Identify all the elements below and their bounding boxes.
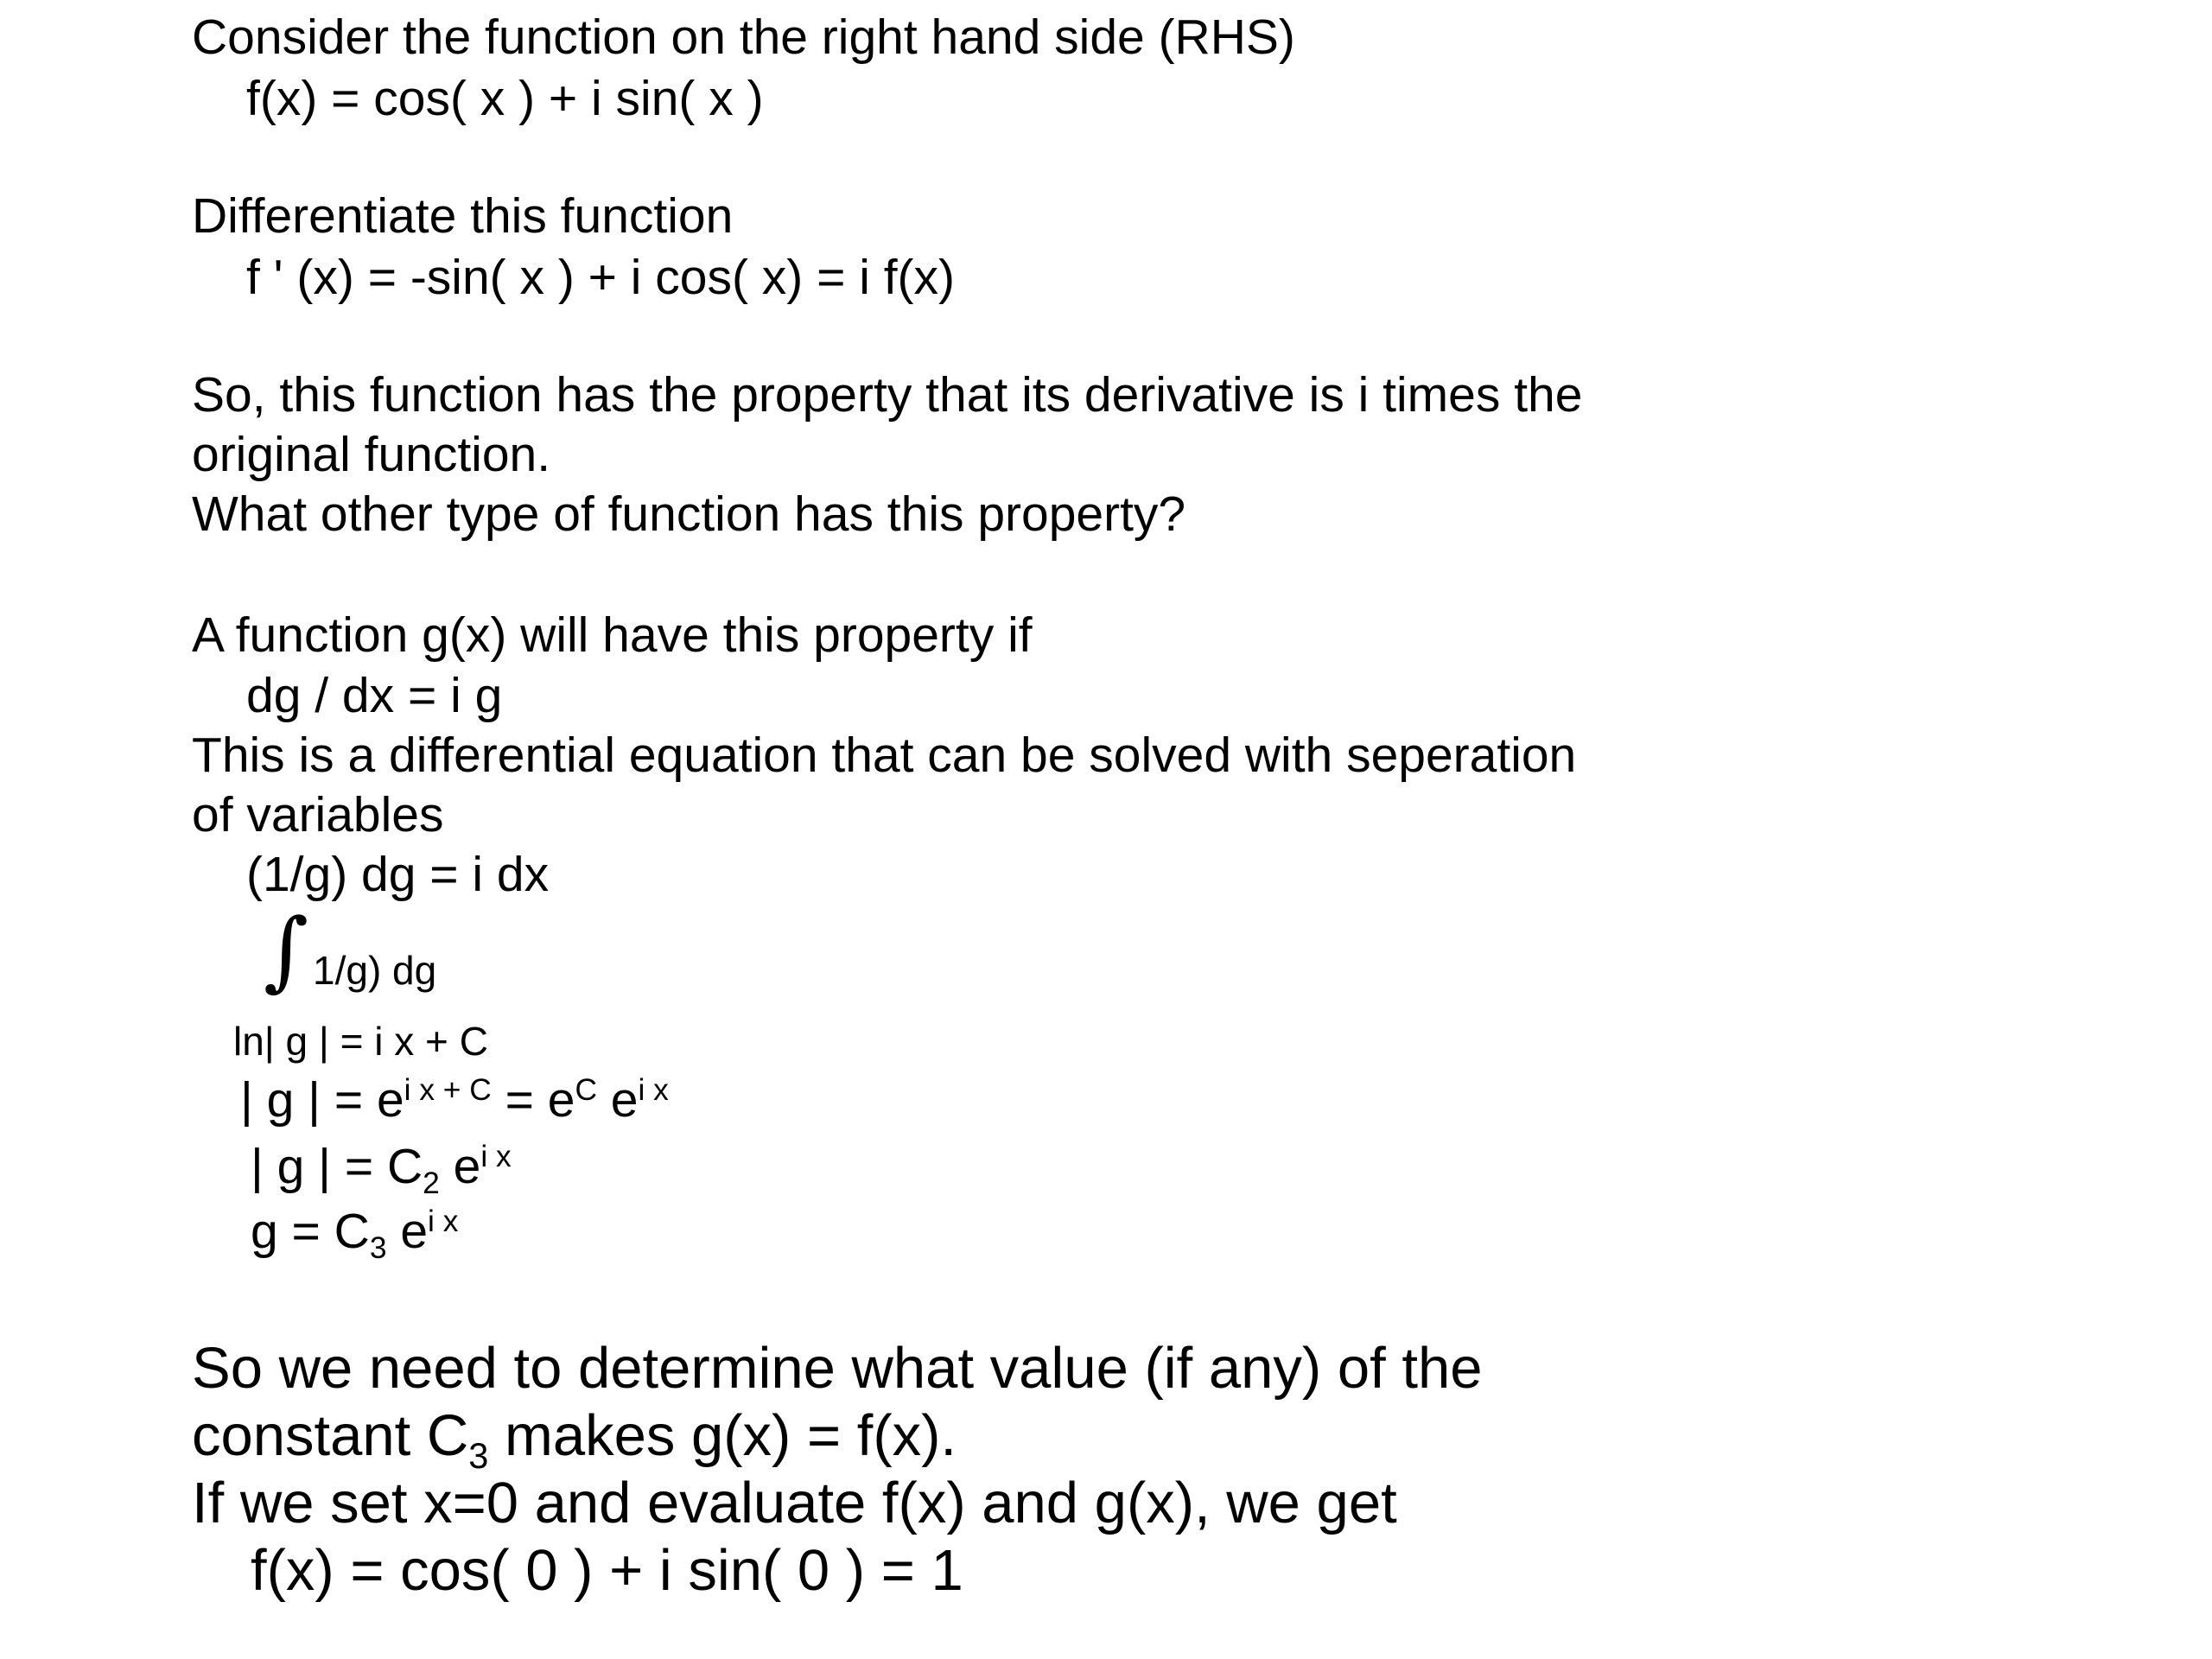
equation-f: f(x) = cos( x ) + i sin( x ) <box>246 71 764 126</box>
separation-text-1: This is a differential equation that can be solved with seperation <box>192 728 1577 783</box>
equation-f-prime: f ' (x) = -sin( x ) + i cos( x) = i f(x) <box>246 250 956 305</box>
conclusion-text-3: If we set x=0 and evaluate f(x) and g(x), we get <box>192 1471 1397 1535</box>
equation-abs-g-1: | g | = $e^{i x + C} = e^C$ $e^{i x}$ <box>240 1072 669 1128</box>
intro-text: Consider the function on the right hand side (RHS) <box>192 10 1295 65</box>
equation-g: $g = C_3$ $e^{i x}$ <box>251 1204 459 1266</box>
conclusion-text-2: constant $C_3$ makes g(x) = f(x). <box>192 1403 957 1476</box>
property-text-1: So, this function has the property that its derivative is i times the <box>192 367 1583 423</box>
integral-icon: ∫ <box>264 899 309 1001</box>
differentiate-text: Differentiate this function <box>192 188 734 244</box>
conclusion-text-1: So we need to determine what value (if any) of the <box>192 1336 1483 1401</box>
question-text: What other type of function has this property? <box>192 486 1186 542</box>
equation-dg-dx: dg / dx = i g <box>246 668 503 723</box>
equation-abs-g-2: | g | = $C_2$ $e^{i x}$ <box>251 1139 512 1201</box>
equation-separated: (1/g) dg = i dx <box>246 847 550 902</box>
integral-expression: 1/g) dg <box>313 948 437 993</box>
equation-f-zero: f(x) = cos( 0 ) + i sin( 0 ) = 1 <box>251 1538 963 1603</box>
property-text-2: original function. <box>192 427 551 482</box>
equation-ln: ln| g | = i x + C <box>233 1019 488 1064</box>
condition-text: A function g(x) will have this property if <box>192 607 1033 663</box>
separation-text-2: of variables <box>192 787 444 842</box>
